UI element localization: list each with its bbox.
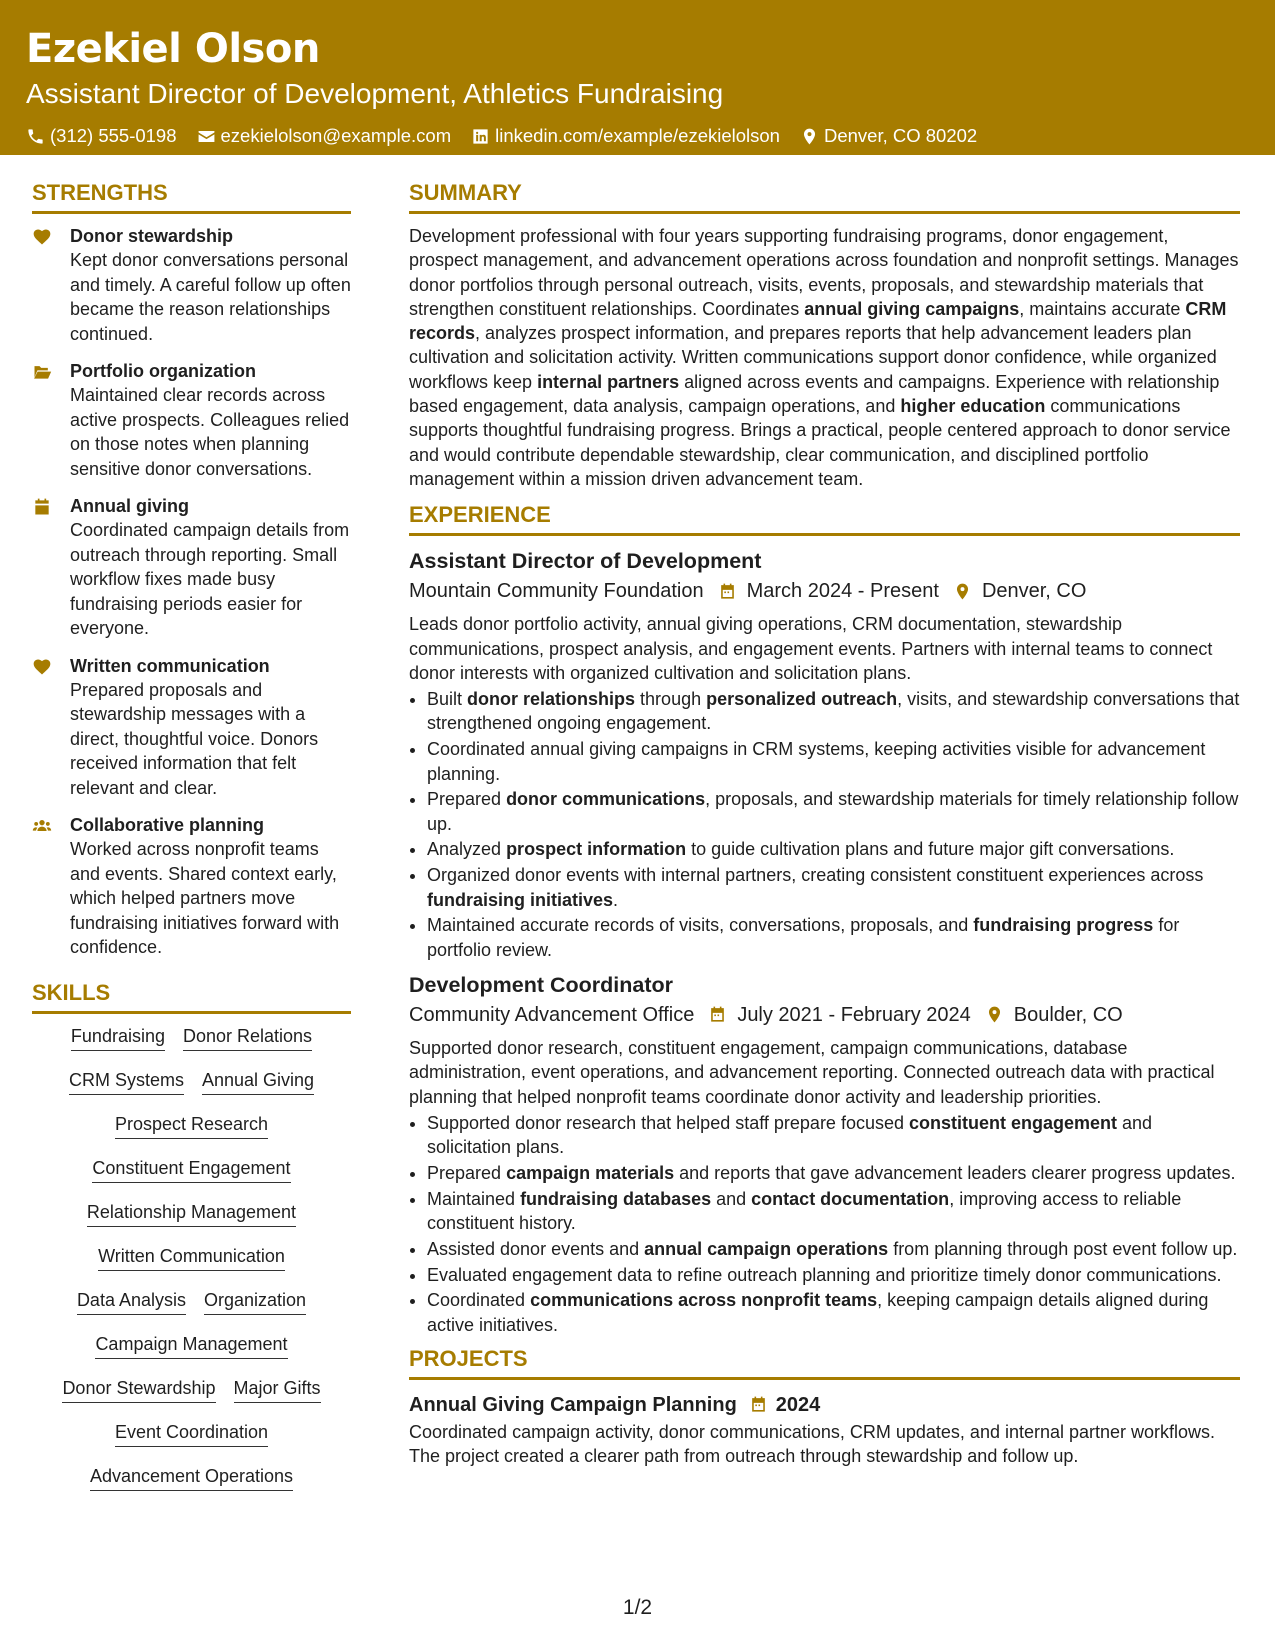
bullet-item: • Organized donor events with internal partners, creating consistent constituent experiences across fundraising initiatives.: [427, 863, 1240, 912]
bullet-bold: contact documentation: [751, 1188, 950, 1209]
job-bullets: [409, 687, 1240, 962]
location-icon: [985, 1005, 1004, 1024]
job-company: Community Advancement Office: [409, 1003, 695, 1026]
strength-text: Coordinated campaign details from outreach through reporting. Small workflow fixes made busy fundraising periods easier for everyone.: [70, 520, 350, 639]
strength-text: Maintained clear records across active prospects. Colleagues relied on those notes when planning sensitive donor conversations.: [70, 385, 350, 479]
strength-text: Kept donor conversations personal and timely. A careful follow up often became the reason relationships continued.: [70, 250, 351, 344]
job-description: Leads donor portfolio activity, annual giving operations, CRM documentation, stewardship communications, prospect analysis, and engagement events. Partners with internal teams to connect donor interests with organized cultivation and solicitation plans.: [409, 614, 1213, 683]
job-meta: [409, 1000, 1240, 1030]
bullet-item: • Prepared donor communications, proposals, and stewardship materials for timely relationship follow up.: [427, 787, 1240, 836]
candidate-name: Ezekiel Olson: [26, 26, 320, 72]
page-number: 1/2: [622, 1596, 653, 1619]
job-bullets: [409, 1111, 1240, 1337]
skills-heading: SKILLS: [32, 979, 351, 1014]
folder-open-icon: [32, 362, 52, 382]
calendar-icon: [718, 582, 737, 601]
job-location: Boulder, CO: [1013, 1003, 1123, 1026]
project-entry: [409, 1390, 1240, 1469]
bullet-item: • Analyzed prospect information to guide cultivation plans and future major gift conversations.: [427, 837, 1240, 861]
strength-item: [32, 224, 351, 346]
bullet-bold: donor relationships: [467, 689, 636, 710]
candidate-title: Assistant Director of Development, Athletics Fundraising: [26, 78, 724, 109]
phone-text: (312) 555-0198: [50, 125, 177, 146]
strength-text: Prepared proposals and stewardship messages with a direct, thoughtful voice. Donors received information that felt relevant and clear.: [70, 679, 319, 798]
job-title: Development Coordinator: [409, 972, 673, 997]
envelope-icon: [197, 127, 216, 146]
project-title: Annual Giving Campaign Planning: [409, 1393, 737, 1416]
bullet-bold: donor communications: [506, 789, 706, 810]
job-entry: [409, 546, 1240, 962]
users-icon: [32, 816, 52, 836]
skill-tag: Event Coordination: [115, 1420, 268, 1447]
summary-heading: SUMMARY: [409, 179, 1240, 214]
job-title: Assistant Director of Development: [409, 549, 762, 574]
skill-tag: Data Analysis: [77, 1288, 186, 1315]
bullet-bold: personalized outreach: [706, 689, 898, 710]
skill-tag: Major Gifts: [234, 1376, 321, 1403]
summary-bold: internal partners: [537, 371, 680, 392]
skill-tag: Donor Stewardship: [62, 1376, 215, 1403]
bullet-item: • Supported donor research that helped staff prepare focused constituent engagement and solicitation plans.: [427, 1111, 1240, 1160]
calendar-icon: [749, 1395, 768, 1414]
contact-email[interactable]: [197, 124, 452, 148]
project-description: Coordinated campaign activity, donor communications, CRM updates, and internal partner workflows. The project created a clearer path from outreach through stewardship and follow up.: [409, 1421, 1216, 1467]
skill-tag: Donor Relations: [183, 1024, 312, 1051]
skill-tag: Annual Giving: [202, 1068, 314, 1095]
contact-bar: [26, 124, 1249, 148]
project-title-row: [409, 1390, 1240, 1420]
bullet-bold: prospect information: [506, 839, 687, 860]
linkedin-text: linkedin.com/example/ezekielolson: [495, 125, 780, 146]
heart-icon: [32, 657, 52, 677]
bullet-bold: fundraising databases: [520, 1188, 712, 1209]
job-entry: [409, 970, 1240, 1337]
contact-linkedin[interactable]: [471, 124, 780, 148]
heart-icon: [32, 227, 52, 247]
skill-tag: Relationship Management: [87, 1200, 296, 1227]
phone-icon: [26, 127, 45, 146]
bullet-bold: annual campaign operations: [644, 1238, 889, 1259]
skill-tag: Written Communication: [98, 1244, 285, 1271]
bullet-item: • Maintained fundraising databases and contact documentation, improving access to reliable constituent history.: [427, 1187, 1240, 1236]
email-text: ezekielolson@example.com: [220, 125, 452, 146]
strength-title: Portfolio organization: [70, 361, 256, 382]
strength-item: [32, 359, 351, 481]
job-dates: July 2021 - February 2024: [737, 1003, 971, 1026]
bullet-bold: fundraising initiatives: [427, 889, 614, 910]
strength-title: Written communication: [70, 655, 270, 676]
bullet-item: • Built donor relationships through personalized outreach, visits, and stewardship conversations that strengthened ongoing engagement.: [427, 687, 1240, 736]
summary-bold: CRM records: [409, 298, 1227, 344]
experience-heading: EXPERIENCE: [409, 501, 1240, 536]
strength-title: Annual giving: [70, 496, 189, 517]
skill-tag: Prospect Research: [115, 1112, 268, 1139]
bullet-item: • Maintained accurate records of visits, conversations, proposals, and fundraising progress for portfolio review.: [427, 913, 1240, 962]
bullet-bold: fundraising progress: [973, 915, 1154, 936]
linkedin-icon: [471, 127, 490, 146]
job-location: Denver, CO: [981, 580, 1087, 603]
job-description: Supported donor research, constituent engagement, campaign communications, database administration, event operations, and advancement reporting. Connected outreach data with practical planning that helped nonprofit teams coordinate donor activity and leadership priorities.: [409, 1037, 1215, 1107]
resume-header: [0, 0, 1275, 155]
contact-location: [800, 124, 977, 148]
bullet-item: • Coordinated communications across nonprofit teams, keeping campaign details aligned during active initiatives.: [427, 1288, 1240, 1337]
skill-tag: Constituent Engagement: [92, 1156, 290, 1183]
strengths-list: [32, 224, 351, 959]
left-column: [32, 179, 351, 1508]
right-column: [409, 179, 1240, 1508]
summary-bold: higher education: [900, 396, 1046, 417]
bullet-item: • Assisted donor events and annual campaign operations from planning through post event follow up.: [427, 1237, 1240, 1261]
job-meta: [409, 576, 1240, 606]
skill-tag: Organization: [204, 1288, 306, 1315]
strength-item: [32, 813, 351, 959]
strength-title: Donor stewardship: [70, 226, 234, 246]
location-icon: [953, 582, 972, 601]
skill-tag: Campaign Management: [95, 1332, 287, 1359]
bullet-item: • Coordinated annual giving campaigns in CRM systems, keeping activities visible for advancement planning.: [427, 737, 1240, 786]
strength-text: Worked across nonprofit teams and events. Shared context early, which helped partners move fundraising initiatives forward with confidence.: [70, 839, 340, 957]
skill-tag: Fundraising: [71, 1024, 165, 1051]
job-dates: March 2024 - Present: [746, 580, 939, 603]
strength-item: [32, 494, 351, 640]
summary-text: Development professional with four years supporting fundraising programs, donor engagement, prospect management, and advancement operations across foundation and nonprofit settings. Manages donor portfolios through personal outreach, visits, events, proposals, and stewardship materials that strengthen constituent relationships. Coordinates annual giving campaigns, maintains accurate CRM records, analyzes prospect information, and prepares reports that help advancement leaders plan cultivation and solicitation activity. Written communications support donor confidence, while organized workflows keep internal partners aligned across events and campaigns. Experience with relationship based engagement, data analysis, campaign operations, and higher education communications supports thoughtful fundraising progress. Brings a practical, people centered approach to donor service and would contribute dependable stewardship, clear communication, and disciplined portfolio management within a mission driven advancement team.: [409, 226, 1239, 489]
calendar-icon: [708, 1005, 727, 1024]
bullet-item: • Prepared campaign materials and reports that gave advancement leaders clearer progress updates.: [427, 1161, 1240, 1185]
bullet-bold: constituent engagement: [909, 1112, 1118, 1133]
skill-tag: CRM Systems: [69, 1068, 184, 1095]
skill-tag: Advancement Operations: [90, 1464, 293, 1491]
strength-item: [32, 654, 351, 800]
strengths-heading: STRENGTHS: [32, 179, 351, 214]
strength-title: Collaborative planning: [70, 814, 265, 835]
location-icon: [800, 127, 819, 146]
project-year: 2024: [775, 1393, 821, 1416]
location-text: Denver, CO 80202: [823, 125, 978, 146]
contact-phone[interactable]: [26, 124, 177, 148]
skills-list: [32, 1024, 351, 1508]
projects-heading: PROJECTS: [409, 1345, 1240, 1380]
bullet-bold: communications across nonprofit teams: [530, 1290, 878, 1311]
summary-bold: annual giving campaigns: [804, 298, 1020, 319]
bullet-bold: campaign materials: [506, 1162, 675, 1183]
job-company: Mountain Community Foundation: [409, 580, 704, 603]
calendar-icon: [32, 497, 52, 517]
bullet-item: • Evaluated engagement data to refine outreach planning and prioritize timely donor communications.: [427, 1263, 1240, 1287]
